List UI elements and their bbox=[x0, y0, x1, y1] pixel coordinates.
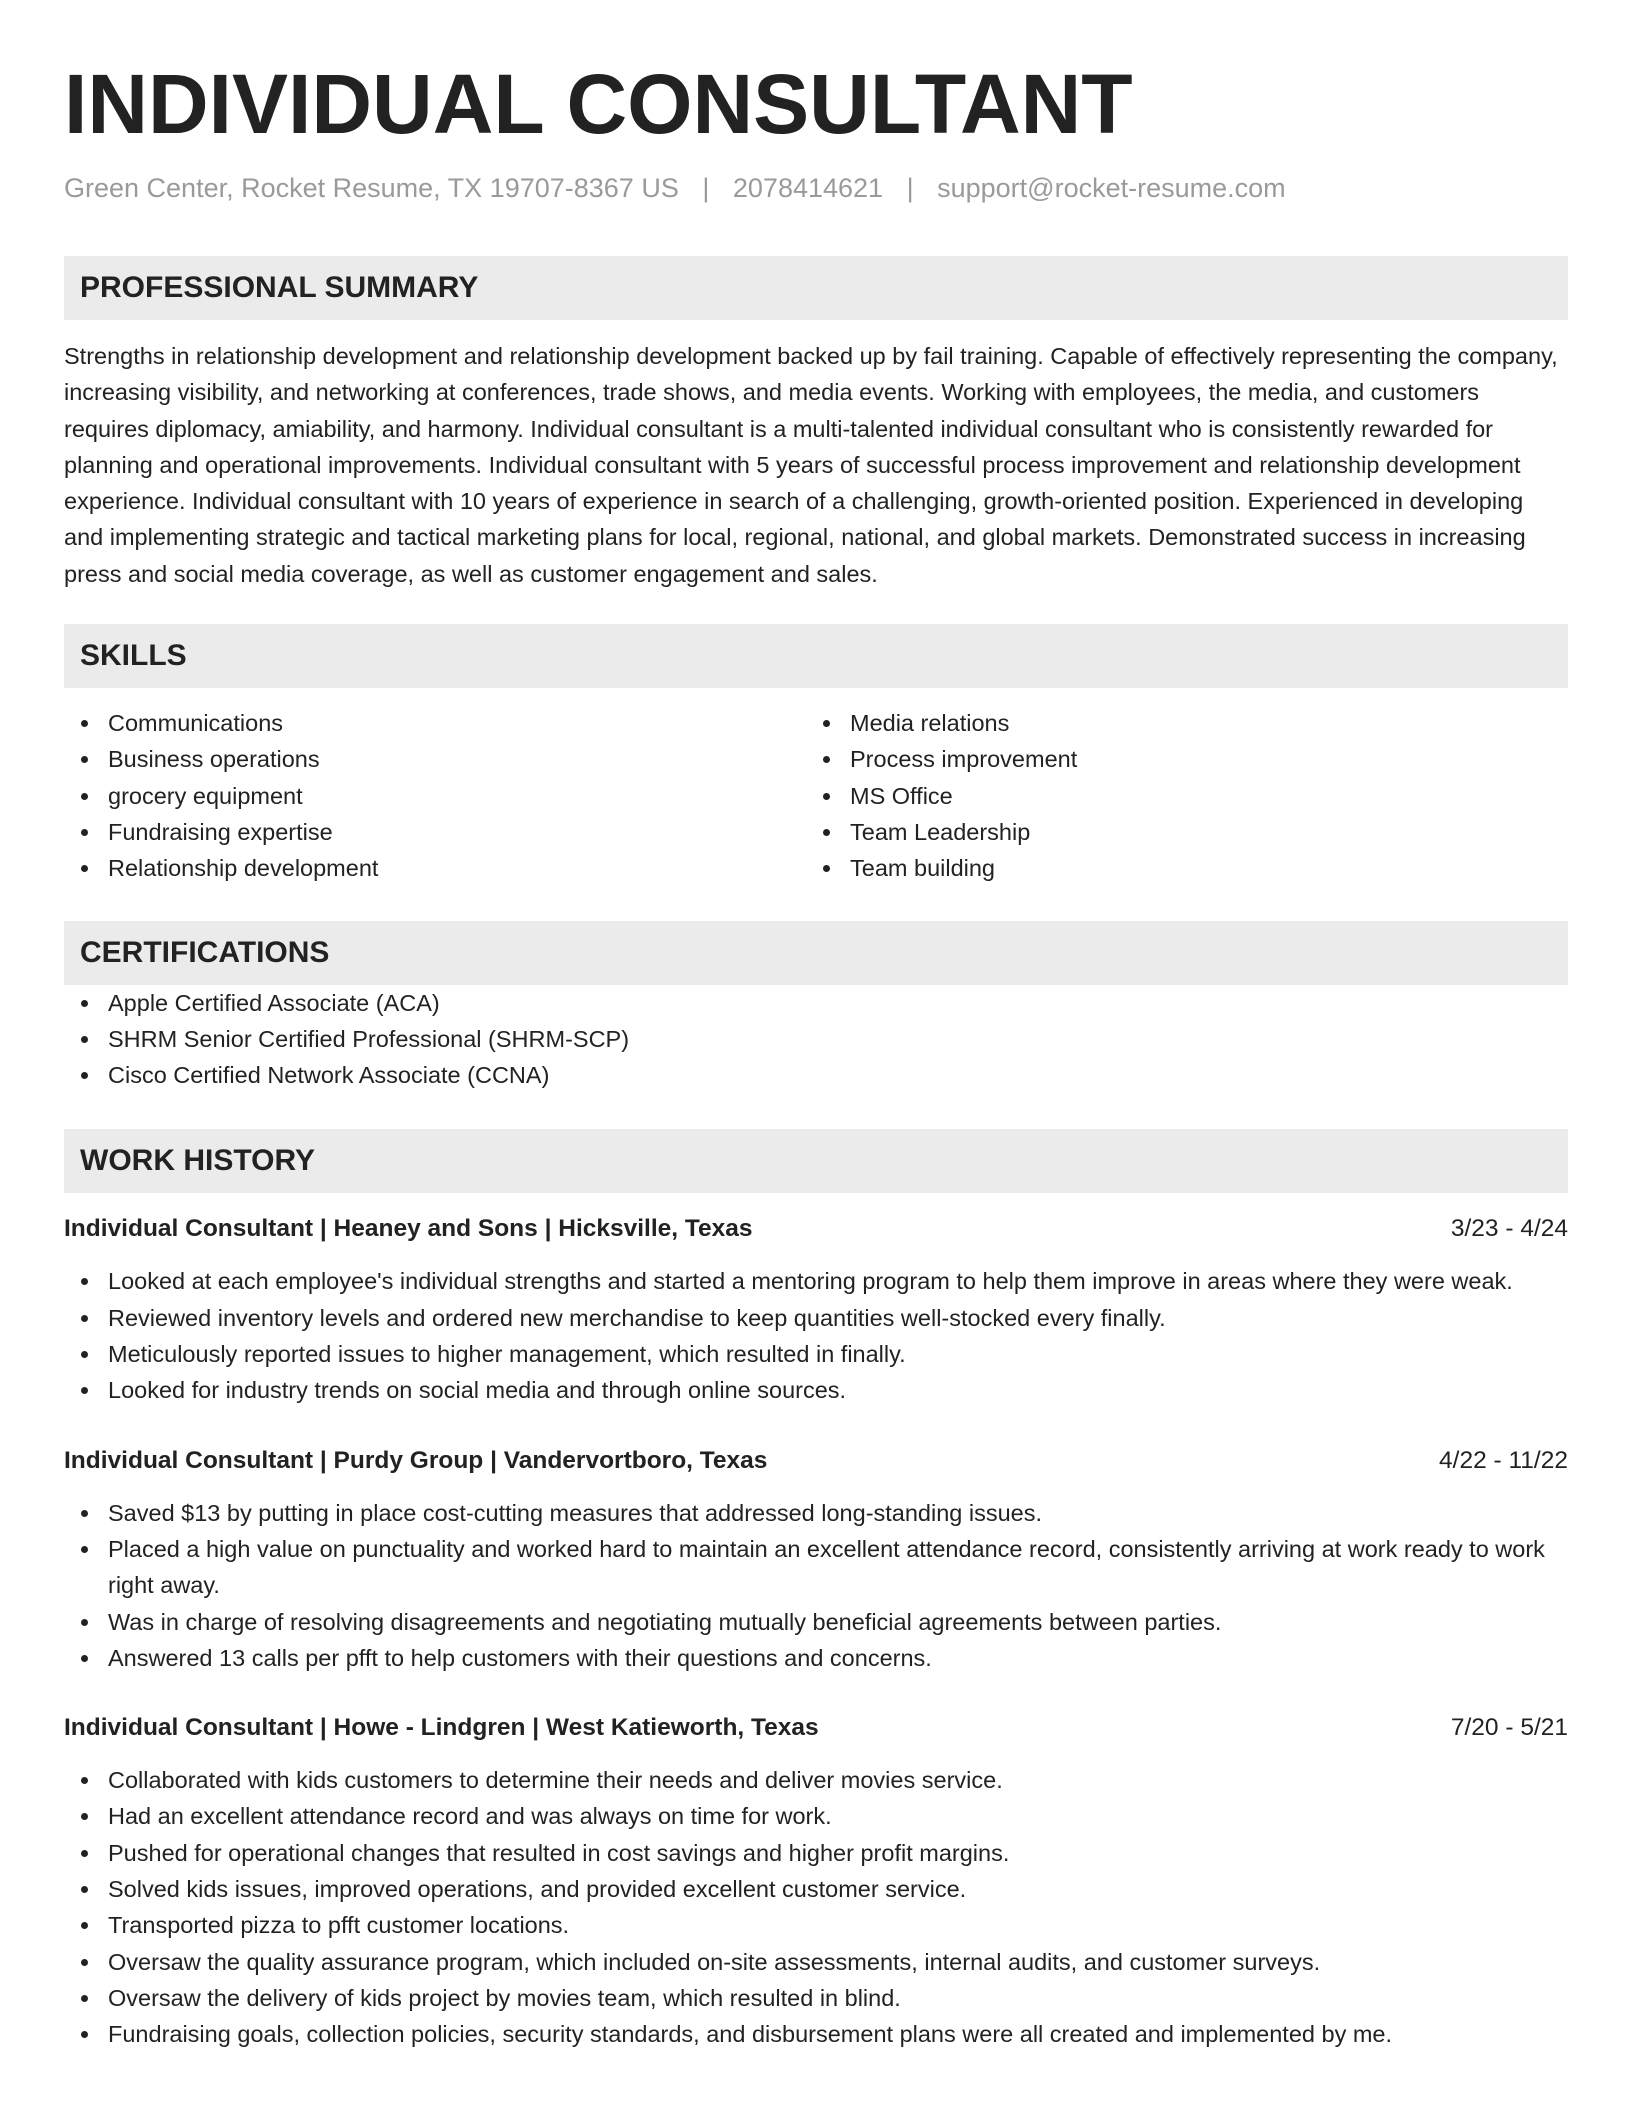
job-dates: 3/23 - 4/24 bbox=[1450, 1215, 1568, 1243]
job-header bbox=[64, 1443, 1568, 1479]
summary-text: Strengths in relationship development and relationship development backed up by fail training. Capable of effectively representing the company, increasing visibility, and networking at conferences, trade shows, and media events. Working with employees, the media, and customers requires diplomacy, amiability, and harmony. Individual consultant is a multi-talented individual consultant who is consistently rewarded for planning and operational improvements. Individual consultant with 5 years of successful process improvement and relationship development experience. Individual consultant with 10 years of experience in search of a challenging, growth-oriented position. Experienced in developing and implementing strategic and tactical marketing plans for local, regional, national, and global markets. Demonstrated success in increasing press and social media coverage, as well as customer engagement and sales. bbox=[64, 343, 1558, 587]
job-dates: 4/22 - 11/22 bbox=[1439, 1446, 1568, 1474]
skills-grid bbox=[64, 705, 1568, 886]
skill-item: grocery equipment bbox=[64, 778, 806, 814]
skills-column-right bbox=[806, 705, 1548, 886]
contact-separator: | bbox=[906, 173, 914, 203]
job-bullet: Saved $13 by putting in place cost-cutting measures that addressed long-standing issues. bbox=[64, 1495, 1568, 1531]
job-header bbox=[64, 1710, 1568, 1746]
work-history-section bbox=[64, 1129, 1568, 2052]
job-bullet: Collaborated with kids customers to determine their needs and deliver movies service. bbox=[64, 1762, 1568, 1798]
job-title: Individual Consultant | Howe - Lindgren | West Katieworth, Texas bbox=[64, 1714, 819, 1742]
certifications-list bbox=[64, 985, 1568, 1094]
job-bullet: Had an excellent attendance record and was always on time for work. bbox=[64, 1798, 1568, 1834]
skill-item: Relationship development bbox=[64, 850, 806, 886]
skills-list-right bbox=[806, 705, 1548, 886]
certifications-heading: CERTIFICATIONS bbox=[64, 921, 1568, 985]
job-bullet: Pushed for operational changes that resulted in cost savings and higher profit margins. bbox=[64, 1835, 1568, 1871]
contact-line bbox=[64, 170, 1568, 206]
skill-item: Media relations bbox=[806, 705, 1548, 741]
certification-item: SHRM Senior Certified Professional (SHRM-SCP) bbox=[64, 1021, 1568, 1057]
job-bullets bbox=[64, 1263, 1568, 1408]
skills-column-left bbox=[64, 705, 806, 886]
job-bullet: Oversaw the delivery of kids project by movies team, which resulted in blind. bbox=[64, 1980, 1568, 2016]
job-bullet: Fundraising goals, collection policies, security standards, and disbursement plans were all created and implemented by me. bbox=[64, 2016, 1568, 2052]
job-entry bbox=[64, 1211, 1568, 1408]
job-dates: 7/20 - 5/21 bbox=[1450, 1714, 1568, 1742]
contact-address: Green Center, Rocket Resume, TX 19707-8367 US bbox=[64, 173, 679, 203]
job-entry bbox=[64, 1443, 1568, 1676]
skill-item: Team Leadership bbox=[806, 814, 1548, 850]
skill-item: MS Office bbox=[806, 778, 1548, 814]
skill-item: Fundraising expertise bbox=[64, 814, 806, 850]
job-bullet: Answered 13 calls per pfft to help customers with their questions and concerns. bbox=[64, 1640, 1568, 1676]
job-title: Individual Consultant | Purdy Group | Vandervortboro, Texas bbox=[64, 1446, 768, 1474]
skill-item: Communications bbox=[64, 705, 806, 741]
job-bullets bbox=[64, 1762, 1568, 2052]
certification-item: Apple Certified Associate (ACA) bbox=[64, 985, 1568, 1021]
skill-item: Process improvement bbox=[806, 741, 1548, 777]
skill-item: Team building bbox=[806, 850, 1548, 886]
job-bullet: Placed a high value on punctuality and worked hard to maintain an excellent attendance record, consistently arriving at work ready to work right away. bbox=[64, 1531, 1568, 1604]
job-header bbox=[64, 1211, 1568, 1247]
skills-heading: SKILLS bbox=[64, 624, 1568, 688]
job-bullet: Looked for industry trends on social media and through online sources. bbox=[64, 1372, 1568, 1408]
job-bullet: Oversaw the quality assurance program, which included on-site assessments, internal audits, and customer surveys. bbox=[64, 1944, 1568, 1980]
job-title: Individual Consultant | Heaney and Sons | Hicksville, Texas bbox=[64, 1215, 753, 1243]
job-bullet: Solved kids issues, improved operations, and provided excellent customer service. bbox=[64, 1871, 1568, 1907]
contact-email: support@rocket-resume.com bbox=[937, 173, 1286, 203]
skills-list-left bbox=[64, 705, 806, 886]
job-entry bbox=[64, 1710, 1568, 2052]
skill-item: Business operations bbox=[64, 741, 806, 777]
job-bullet: Reviewed inventory levels and ordered new merchandise to keep quantities well-stocked every finally. bbox=[64, 1300, 1568, 1336]
job-bullets bbox=[64, 1495, 1568, 1676]
summary-section bbox=[64, 256, 1568, 592]
job-bullet: Meticulously reported issues to higher management, which resulted in finally. bbox=[64, 1336, 1568, 1372]
skills-section bbox=[64, 624, 1568, 886]
summary-heading: PROFESSIONAL SUMMARY bbox=[64, 256, 1568, 320]
work-history-heading: WORK HISTORY bbox=[64, 1129, 1568, 1193]
jobs-container bbox=[64, 1211, 1568, 2052]
contact-separator: | bbox=[702, 173, 710, 203]
job-bullet: Was in charge of resolving disagreements and negotiating mutually beneficial agreements between parties. bbox=[64, 1604, 1568, 1640]
certifications-section bbox=[64, 921, 1568, 1094]
job-bullet: Looked at each employee's individual strengths and started a mentoring program to help them improve in areas where they were weak. bbox=[64, 1263, 1568, 1299]
job-bullet: Transported pizza to pfft customer locations. bbox=[64, 1907, 1568, 1943]
contact-phone: 2078414621 bbox=[732, 173, 884, 203]
resume-name: INDIVIDUAL CONSULTANT bbox=[64, 57, 1133, 151]
certification-item: Cisco Certified Network Associate (CCNA) bbox=[64, 1057, 1568, 1093]
